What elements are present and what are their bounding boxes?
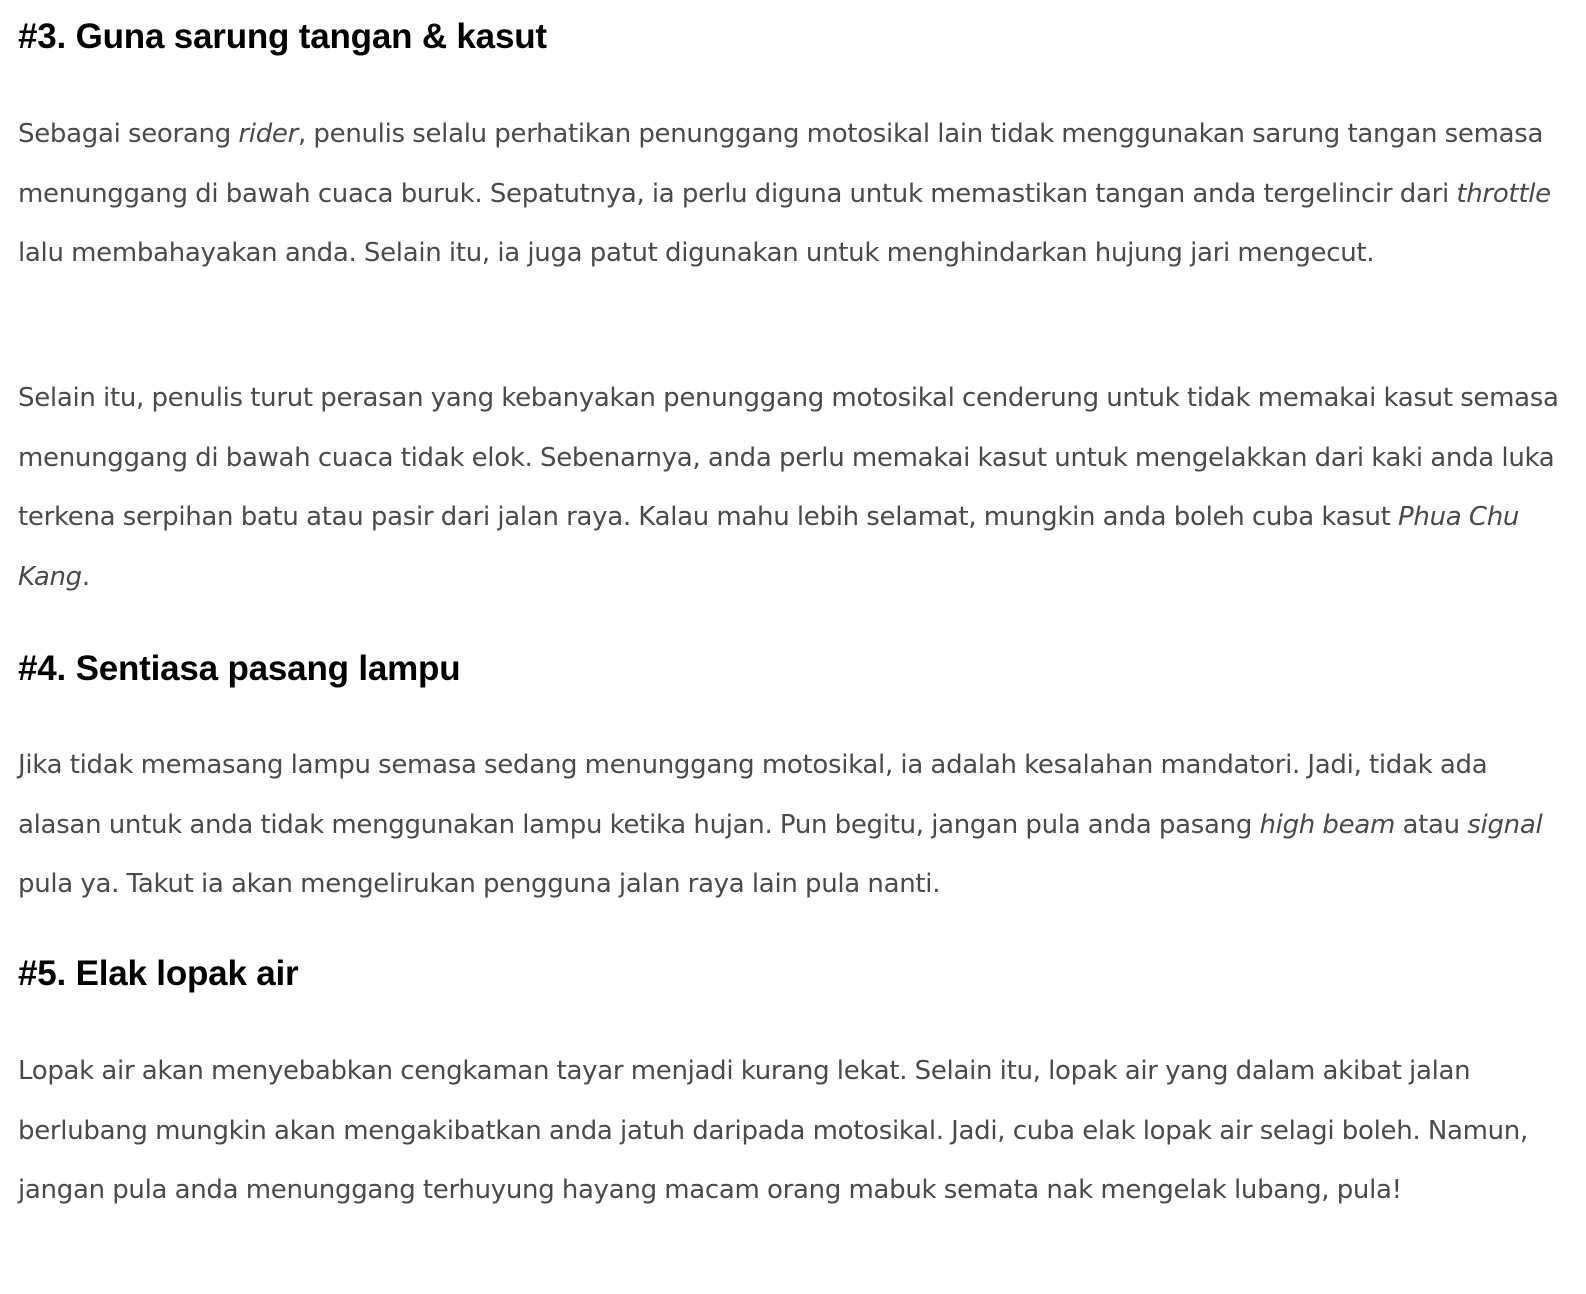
text-run: atau xyxy=(1395,809,1468,840)
italic-term-high-beam: high beam xyxy=(1259,809,1395,840)
text-run: . xyxy=(81,561,90,592)
italic-term-phua-chu-kang: Phua Chu Kang xyxy=(18,502,1520,592)
text-run: lalu membahayakan anda. Selain itu, ia juga patut digunakan untuk menghindarkan hujung jari mengecut. xyxy=(18,238,1375,268)
text-run: Jika tidak memasang lampu semasa sedang menunggang motosikal, ia adalah kesalahan mandatori. Jadi, tidak ada alasan untuk anda tidak menggunakan lampu ketika hujan. Pun begitu, jangan pula anda pasang xyxy=(18,750,1488,840)
text-run: Selain itu, penulis turut perasan yang kebanyakan penunggang motosikal cenderung untuk tidak memakai kasut semasa menunggang di bawah cuaca tidak elok. Sebenarnya, anda perlu memakai kasut untuk mengelakkan dari kaki anda luka terkena serpihan batu atau pasir dari jalan raya. Kalau mahu lebih selamat, mungkin anda boleh cuba kasut xyxy=(18,383,1559,532)
section-heading-3: #3. Guna sarung tangan & kasut xyxy=(18,17,547,56)
section-heading-4: #4. Sentiasa pasang lampu xyxy=(18,649,461,688)
text-run: pula ya. Takut ia akan mengelirukan pengguna jalan raya lain pula nanti. xyxy=(18,869,941,899)
paragraph-shoes xyxy=(18,369,1573,607)
text-run: , penulis selalu perhatikan penunggang motosikal lain tidak menggunakan sarung tangan semasa menunggang di bawah cuaca buruk. Sepatutnya, ia perlu diguna untuk memastikan tangan anda tergelincir dari xyxy=(18,119,1544,209)
paragraph-puddles xyxy=(18,1042,1573,1221)
italic-term-throttle: throttle xyxy=(1456,178,1551,209)
text-run: Sebagai seorang xyxy=(18,119,239,149)
italic-term-signal: signal xyxy=(1467,809,1543,840)
italic-term-rider: rider xyxy=(238,119,298,149)
section-heading-5: #5. Elak lopak air xyxy=(18,954,299,993)
paragraph-lights xyxy=(18,736,1573,915)
text-run: Lopak air akan menyebabkan cengkaman tayar menjadi kurang lekat. Selain itu, lopak air yang dalam akibat jalan berlubang mungkin akan mengakibatkan anda jatuh daripada motosikal. Jadi, cuba elak lopak air selagi boleh. Namun, jangan pula anda menunggang terhuyung hayang macam orang mabuk semata nak mengelak lubang, pula! xyxy=(18,1056,1528,1205)
paragraph-gloves xyxy=(18,105,1573,284)
